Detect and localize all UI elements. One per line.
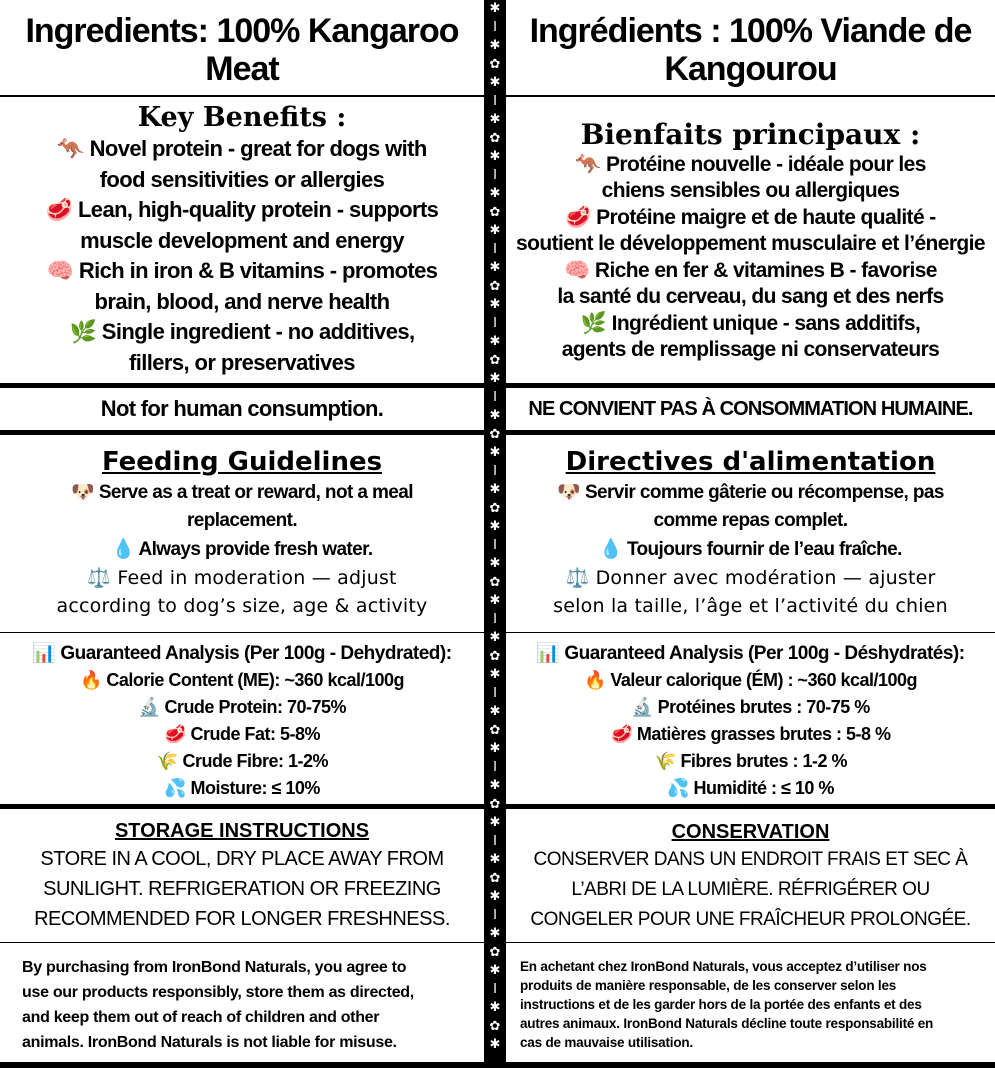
divider-ornament-icon: ✱ [489, 260, 501, 275]
analysis-row: 🔬 Protéines brutes : 70-75 % [631, 697, 870, 718]
brain-icon: 🧠 [564, 258, 590, 282]
rule [506, 632, 995, 633]
ingredients-heading: Ingredients: 100% Kangaroo Meat [25, 12, 459, 88]
sweat-droplets-icon: 💦 [164, 778, 186, 799]
feeding-moderation: ⚖️ Feed in moderation — adjust according to dog’s size, age & activity [56, 567, 428, 617]
divider-ornament-icon: ✱ [489, 112, 501, 127]
divider-ornament-icon: ✿ [489, 204, 501, 220]
benefit-item: 🦘 Novel protein - great for dogs with food sensitivities or allergies [57, 136, 427, 192]
divider-ornament-icon: ✱ [489, 556, 501, 571]
feeding-guidelines-section-fr [506, 438, 995, 628]
scales-icon: ⚖️ [87, 567, 112, 589]
divider-ornament-icon: I [493, 389, 497, 405]
feeding-item: 💧 Toujours fournir de l’eau fraîche. [599, 538, 902, 560]
divider-ornament-icon: ✱ [489, 75, 501, 90]
herb-icon: 🌿 [69, 320, 97, 345]
storage-title-fr: CONSERVATION [671, 821, 830, 843]
benefits-list-fr [516, 151, 985, 363]
disclaimer-fr: En achetant chez IronBond Naturals, vous acceptez d’utiliser nos produits de manière responsable, de les conserver selon les instructions et de les garder hors de la portée des enfants et des autres animaux. IronBond Naturals décline toute responsabilité en cas de mauvaise utilisation. [520, 958, 934, 1050]
divider-ornament-icon: ✿ [489, 870, 501, 886]
divider-ornament-icon: ✱ [489, 704, 501, 719]
divider-ornament-icon: ✿ [489, 130, 501, 146]
feeding-guidelines-title-fr: Directives d'alimentation [565, 447, 936, 477]
benefit-item: 🧠 Rich in iron & B vitamins - promotes brain, blood, and nerve health [46, 258, 438, 314]
benefit-item: 🥩 Lean, high-quality protein - supports muscle development and energy [45, 197, 439, 253]
divider-ornament-icon: ✱ [489, 815, 501, 830]
benefit-item: 🧠 Riche en fer & vitamines B - favorise la santé du cerveau, du sang et des nerfs [557, 258, 944, 308]
analysis-row: 💦 Moisture: ≤ 10% [164, 778, 320, 799]
ingredients-heading-fr: Ingrédients : 100% Viande de Kangourou [529, 12, 972, 88]
microscope-icon: 🔬 [631, 697, 654, 718]
storage-text: STORE IN A COOL, DRY PLACE AWAY FROM SUNLIGHT. REFRIGERATION OR FREEZING RECOMMENDED FOR LONGER FRESHNESS. [34, 848, 450, 930]
wheat-icon: 🌾 [654, 751, 676, 772]
feeding-list-fr [557, 478, 944, 564]
guaranteed-analysis-section-fr [506, 640, 995, 802]
feeding-item: 🐶 Servir comme gâterie ou récompense, pas comme repas complet. [557, 481, 944, 531]
rule [0, 430, 484, 435]
benefit-item: 🌿 Single ingredient - no additives, fillers, or preservatives [69, 319, 415, 375]
guaranteed-analysis-section [0, 640, 484, 802]
analysis-row: 🔬 Crude Protein: 70-75% [138, 697, 346, 718]
divider-ornament-icon: I [493, 759, 497, 775]
disclaimer: By purchasing from IronBond Naturals, you agree to use our products responsibly, store them as directed, and keep them out of reach of children and other animals. IronBond Naturals is not liable for misuse. [22, 959, 414, 1051]
water-drop-icon: 💧 [599, 538, 623, 560]
fire-icon: 🔥 [583, 670, 606, 691]
analysis-row: 🥩 Crude Fat: 5-8% [164, 724, 320, 745]
divider-ornament-icon: ✱ [489, 38, 501, 53]
divider-ornament-icon: ✱ [489, 223, 501, 238]
benefit-item: 🦘 Protéine nouvelle - idéale pour les chiens sensibles ou allergiques [575, 152, 926, 202]
divider-ornament-icon: ✿ [489, 426, 501, 442]
divider-ornament-icon: ✱ [489, 1000, 501, 1015]
feeding-item: 🐶 Serve as a treat or reward, not a meal replacement. [71, 481, 413, 531]
analysis-row: 🥩 Matières grasses brutes : 5-8 % [610, 724, 891, 745]
analysis-row: 💦 Humidité : ≤ 10 % [667, 778, 834, 799]
feeding-moderation-fr: ⚖️ Donner avec modération — ajuster selon la taille, l’âge et l’activité du chien [553, 567, 948, 617]
brain-icon: 🧠 [46, 259, 74, 284]
rule [0, 383, 484, 388]
key-benefits-section [0, 98, 484, 382]
rule [506, 95, 995, 97]
meat-icon: 🥩 [45, 198, 73, 223]
key-benefits-section-fr [506, 100, 995, 382]
center-divider [484, 0, 506, 1068]
divider-ornament-icon: ✱ [489, 778, 501, 793]
benefits-list [46, 134, 439, 378]
divider-ornament-icon: I [493, 685, 497, 701]
storage-section-fr [506, 814, 995, 940]
divider-ornament-icon: ✱ [489, 926, 501, 941]
meat-icon: 🥩 [164, 724, 186, 745]
microscope-icon: 🔬 [138, 697, 160, 718]
key-benefits-title-fr: Bienfaits principaux : [580, 118, 921, 151]
benefit-item: 🥩 Protéine maigre et de haute qualité - soutient le développement musculaire et l’énergie [516, 205, 985, 255]
analysis-row: 🌾 Crude Fibre: 1-2% [156, 751, 328, 772]
human-consumption-warning: Not for human consumption. [100, 396, 384, 421]
rule [0, 95, 484, 97]
bar-chart-icon: 📊 [32, 642, 56, 664]
herb-icon: 🌿 [580, 311, 607, 335]
divider-ornament-icon: ✿ [489, 796, 501, 812]
divider-ornament-icon: I [493, 463, 497, 479]
bar-chart-icon: 📊 [536, 642, 560, 664]
meat-icon: 🥩 [610, 724, 633, 745]
water-drop-icon: 💧 [111, 538, 135, 560]
feeding-guidelines-section [0, 438, 484, 628]
divider-ornament-icon: ✱ [489, 371, 501, 386]
divider-ornament-icon: I [493, 167, 497, 183]
divider-ornament-icon: I [493, 907, 497, 923]
rule [506, 1062, 995, 1068]
wheat-icon: 🌾 [156, 751, 178, 772]
rule [0, 632, 484, 633]
kangaroo-icon: 🦘 [57, 137, 85, 162]
dog-face-icon: 🐶 [557, 481, 581, 503]
divider-ornament-icon: ✱ [489, 852, 501, 867]
dog-face-icon: 🐶 [71, 481, 95, 503]
divider-ornament-icon: I [493, 241, 497, 257]
divider-ornament-icon: I [493, 19, 497, 35]
divider-ornament-icon: I [493, 611, 497, 627]
fire-icon: 🔥 [79, 670, 102, 691]
divider-ornament-icon: I [493, 537, 497, 553]
storage-text-fr: CONSERVER DANS UN ENDROIT FRAIS ET SEC À L’ABRI DE LA LUMIÈRE. RÉFRIGÉRER OU CONGELER POUR UNE FRAÎCHEUR PROLONGÉE. [530, 849, 971, 930]
benefit-item: 🌿 Ingrédient unique - sans additifs, agents de remplissage ni conservateurs [561, 311, 940, 361]
feeding-guidelines-title: Feeding Guidelines [101, 447, 383, 477]
rule [506, 383, 995, 388]
analysis-row: 🌾 Fibres brutes : 1-2 % [654, 751, 847, 772]
divider-ornament-icon: I [493, 833, 497, 849]
divider-ornament-icon: ✱ [489, 445, 501, 460]
divider-ornament-icon: ✱ [489, 630, 501, 645]
divider-ornament-icon: ✿ [489, 648, 501, 664]
feeding-list [71, 478, 413, 564]
divider-ornament-icon: ✿ [489, 352, 501, 368]
divider-ornament-icon: I [493, 93, 497, 109]
human-consumption-warning-fr: NE CONVIENT PAS À CONSOMMATION HUMAINE. [528, 397, 973, 420]
divider-ornament-icon: ✿ [489, 1018, 501, 1034]
divider-ornament-icon: ✿ [489, 56, 501, 72]
divider-ornament-icon: ✱ [489, 297, 501, 312]
analysis-title: 📊 Guaranteed Analysis (Per 100g - Dehydrated): [32, 642, 452, 664]
divider-ornament-icon: ✱ [489, 1, 501, 16]
divider-ornament-icon: ✱ [489, 149, 501, 164]
feeding-item: 💧 Always provide fresh water. [111, 538, 373, 560]
divider-ornament-icon: ✱ [489, 963, 501, 978]
divider-ornament-icon: ✱ [489, 408, 501, 423]
divider-ornament-icon: ✱ [489, 889, 501, 904]
divider-ornament-icon: ✿ [489, 278, 501, 294]
divider-ornament-icon: ✱ [489, 741, 501, 756]
divider-ornament-icon: ✿ [489, 944, 501, 960]
analysis-row: 🔥 Valeur calorique (ÉM) : ~360 kcal/100g [583, 670, 918, 691]
storage-section [0, 812, 484, 940]
rule [506, 942, 995, 943]
divider-ornament-icon: ✿ [489, 722, 501, 738]
rule [506, 430, 995, 435]
divider-ornament-icon: ✱ [489, 519, 501, 534]
divider-ornament-icon: ✱ [489, 667, 501, 682]
divider-ornament-icon: I [493, 981, 497, 997]
rule [506, 804, 995, 809]
divider-ornament-icon: ✱ [489, 482, 501, 497]
meat-icon: 🥩 [565, 205, 591, 229]
rule [0, 1062, 484, 1068]
analysis-title-fr: 📊 Guaranteed Analysis (Per 100g - Déshydratés): [536, 642, 965, 664]
english-column [0, 0, 484, 1068]
divider-ornament-icon: I [493, 315, 497, 331]
storage-title: STORAGE INSTRUCTIONS [114, 820, 370, 842]
key-benefits-title: Key Benefits : [137, 102, 347, 133]
french-column [506, 0, 995, 1068]
divider-ornament-icon: ✱ [489, 186, 501, 201]
rule [0, 942, 484, 943]
sweat-droplets-icon: 💦 [667, 778, 689, 799]
divider-ornament-icon: ✱ [489, 593, 501, 608]
scales-icon: ⚖️ [565, 567, 590, 589]
divider-ornament-icon: ✿ [489, 500, 501, 516]
rule [0, 804, 484, 809]
divider-ornament-icon: ✱ [489, 334, 501, 349]
divider-ornament-icon: ✱ [489, 1037, 501, 1052]
kangaroo-icon: 🦘 [575, 152, 601, 176]
analysis-row: 🔥 Calorie Content (ME): ~360 kcal/100g [79, 670, 405, 691]
divider-ornament-icon: ✿ [489, 574, 501, 590]
